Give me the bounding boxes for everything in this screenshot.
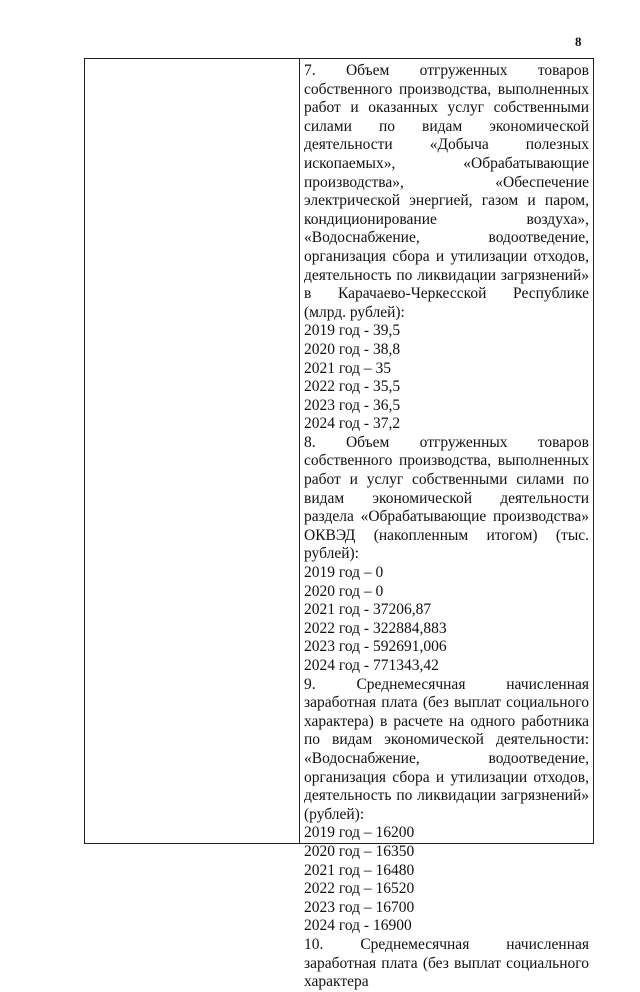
year-value: 2023 год - 36,5 <box>304 396 401 414</box>
year-value: 2021 год – 35 <box>304 359 392 377</box>
year-value: 2022 год - 35,5 <box>304 378 401 396</box>
section-10 <box>304 936 589 992</box>
year-value: 2022 год – 16520 <box>304 880 415 898</box>
section-title: 7. Объем отгруженных товаров собственного производства, выполненных работ и оказанных услуг собственными силами по видам экономической деятельности «Добыча полезных ископаемых», «Обрабатывающие производства», «Обеспечение электрической энергией, газом и паром, кондиционирование воздуха», «Водоснабжение, водоотведение, организация сбора и утилизации отходов, деятельность по ликвидации загрязнений» в Карачаево-Черкесской Республике (млрд. рублей): <box>304 62 589 321</box>
document-table <box>84 58 594 991</box>
section-8 <box>304 434 589 676</box>
table-left-cell <box>85 59 300 843</box>
year-value: 2020 год - 38,8 <box>304 340 401 358</box>
year-value: 2020 год – 16350 <box>304 842 415 860</box>
section-7 <box>304 62 589 434</box>
year-value: 2022 год - 322884,883 <box>304 619 447 637</box>
year-value: 2019 год - 39,5 <box>304 322 401 340</box>
section-title: 8. Объем отгруженных товаров собственного производства, выполненных работ и услуг собственными силами по видам экономической деятельности раздела «Обрабатывающие производства» ОКВЭД (накопленным итогом) (тыс. рублей): <box>304 433 589 563</box>
year-value: 2021 год - 37206,87 <box>304 601 432 619</box>
year-value: 2024 год - 37,2 <box>304 415 401 433</box>
year-value: 2024 год - 771343,42 <box>304 657 439 674</box>
section-9 <box>304 676 589 936</box>
year-value: 2019 год – 0 <box>304 564 384 582</box>
table-right-cell <box>300 59 593 991</box>
year-value: 2023 год – 16700 <box>304 898 415 916</box>
page-number: 8 <box>575 34 582 49</box>
year-value: 2019 год – 16200 <box>304 824 415 842</box>
year-value: 2020 год – 0 <box>304 582 384 600</box>
year-value: 2023 год - 592691,006 <box>304 638 447 656</box>
section-title: 10. Среднемесячная начисленная заработная плата (без выплат социального характера <box>304 935 589 991</box>
section-title: 9. Среднемесячная начисленная заработная плата (без выплат социального характера) в расчете на одного работника по видам экономической деятельности: «Водоснабжение, водоотведение, организация сбора и утилизации отходов, деятельность по ликвидации загрязнений» (рублей): <box>304 675 589 823</box>
year-value: 2021 год – 16480 <box>304 861 415 879</box>
year-value: 2024 год - 16900 <box>304 917 412 935</box>
